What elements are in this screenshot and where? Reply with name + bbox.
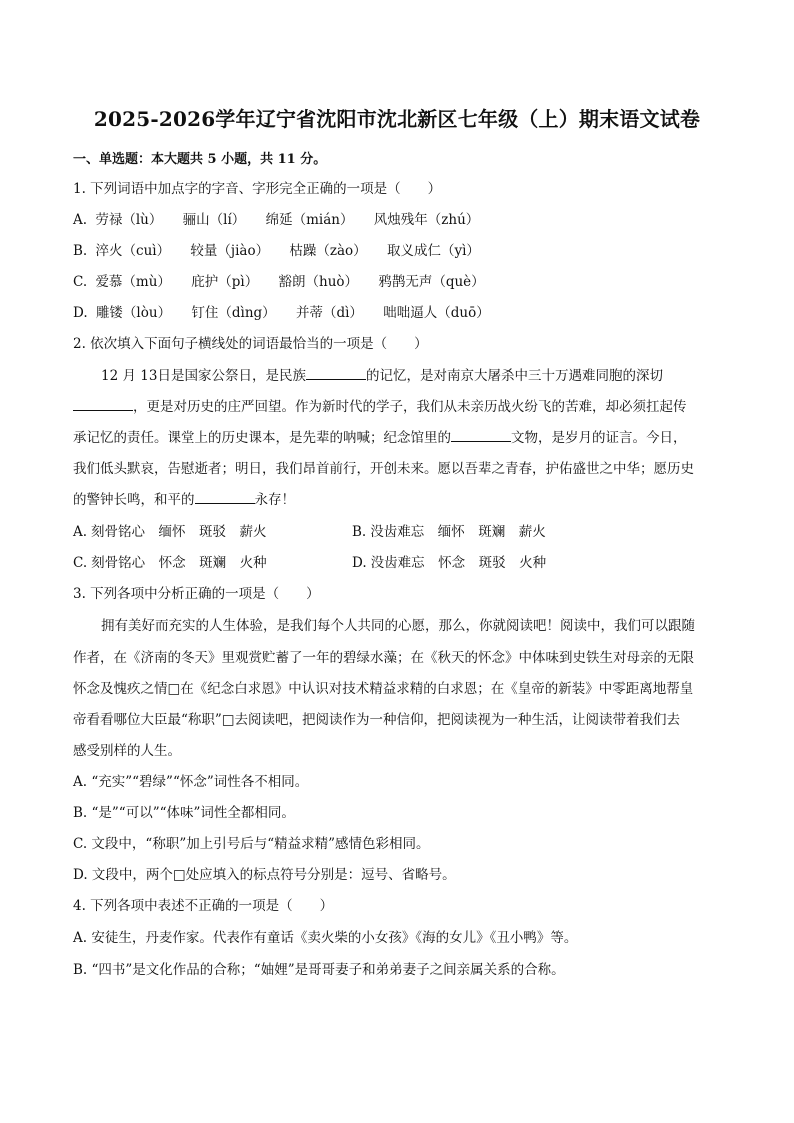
option-letter: B. xyxy=(73,243,88,259)
passage-text: 的警钟长鸣，和平的 xyxy=(73,492,195,508)
option-text: 刻骨铭心 怀念 斑斓 火种 xyxy=(91,555,267,571)
q2-option-a xyxy=(73,520,267,540)
q3-passage-line: 感受别样的人生。 xyxy=(73,743,181,759)
q3-option-c: C. 文段中，“称职”加上引号后与“精益求精”感情色彩相同。 xyxy=(73,836,430,852)
q3-passage-line: 拥有美好而充实的人生体验，是我们每个人共同的心愿，那么，你就阅读吧！阅读中，我们可以跟随 xyxy=(101,618,695,634)
fill-blank xyxy=(195,489,255,504)
q1-option-c xyxy=(73,270,501,290)
option-letter: D. xyxy=(73,305,88,321)
q2-passage-line xyxy=(73,488,295,508)
option-text: 刻骨铭心 缅怀 斑驳 薪火 xyxy=(91,524,267,540)
option-word: 鸦鹊无声（què） xyxy=(378,274,485,290)
fill-blank xyxy=(73,396,133,411)
q3-passage-line: 作者，在《济南的冬天》里观赏贮蓄了一年的碧绿水藻；在《秋天的怀念》中体味到史铁生对母亲的无限 xyxy=(73,650,694,666)
passage-text: 文物，是岁月的证言。今日， xyxy=(511,430,687,446)
q3-passage-line: 怀念及愧疚之情□在《纪念白求恩》中认识对技术精益求精的白求恩；在《皇帝的新装》中零距离地帮皇 xyxy=(73,681,694,697)
option-word: 风烛残年（zhú） xyxy=(373,212,480,228)
q4-option-b: B. “四书”是文化作品的合称；“妯娌”是哥哥妻子和弟弟妻子之间亲属关系的合称。 xyxy=(73,962,565,978)
q2-passage-line: 我们低头默哀，告慰逝者；明日，我们昂首前行，开创未来。愿以吾辈之青春，护佑盛世之中华；愿历史 xyxy=(73,461,694,477)
option-word: 雕镂（lòu） xyxy=(95,305,172,321)
passage-text: 承记忆的责任。课堂上的历史课本，是先辈的呐喊；纪念馆里的 xyxy=(73,430,451,446)
option-word: 淬火（cuì） xyxy=(95,243,171,259)
fill-blank xyxy=(451,427,511,442)
q1-option-b xyxy=(73,239,496,259)
option-word: 庇护（pì） xyxy=(191,274,259,290)
option-text: 没齿难忘 缅怀 斑斓 薪火 xyxy=(370,524,546,540)
q3-option-a: A. “充实”“碧绿”“怀念”词性各不相同。 xyxy=(73,774,309,790)
option-letter: A. xyxy=(73,524,88,540)
option-letter: D. xyxy=(352,555,367,571)
option-word: 豁朗（huò） xyxy=(278,274,359,290)
q3-option-d: D. 文段中，两个□处应填入的标点符号分别是：逗号、省略号。 xyxy=(73,867,456,883)
question-3-stem: 3. 下列各项中分析正确的一项是（ ） xyxy=(73,586,320,602)
question-2-stem: 2. 依次填入下面句子横线处的词语最恰当的一项是（ ） xyxy=(73,336,428,352)
option-text: 没齿难忘 怀念 斑驳 火种 xyxy=(370,555,547,571)
passage-text: 永存！ xyxy=(254,492,295,508)
option-word: 咄咄逼人（duō） xyxy=(383,305,490,321)
option-word: 较量（jiào） xyxy=(190,243,270,259)
option-word: 取义成仁（yì） xyxy=(386,243,480,259)
question-1-stem: 1. 下列词语中加点字的字音、字形完全正确的一项是（ ） xyxy=(73,181,442,197)
option-letter: A. xyxy=(73,212,88,228)
option-word: 绵延（mián） xyxy=(265,212,354,228)
q4-option-a: A. 安徒生，丹麦作家。代表作有童话《卖火柴的小女孩》《海的女儿》《丑小鸭》等。 xyxy=(73,930,578,946)
option-letter: C. xyxy=(73,274,88,290)
q2-option-d xyxy=(352,551,546,571)
option-word: 劳禄（lù） xyxy=(95,212,163,228)
section-heading: 一、单选题：本大题共 5 小题，共 11 分。 xyxy=(73,152,327,167)
option-letter: B. xyxy=(352,524,367,540)
option-word: 并蒂（dì） xyxy=(295,305,363,321)
passage-text: 的记忆，是对南京大屠杀中三十万遇难同胞的深切 xyxy=(365,368,663,384)
q2-passage-line xyxy=(73,395,687,415)
passage-text: 12 月 13日是国家公祭日，是民族 xyxy=(101,368,306,384)
q3-option-b: B. “是”“可以”“体味”词性全都相同。 xyxy=(73,805,295,821)
page-title: 2025-2026学年辽宁省沈阳市沈北新区七年级（上）期末语文试卷 xyxy=(93,107,701,131)
q2-option-b xyxy=(352,520,546,540)
option-word: 枯躁（zào） xyxy=(289,243,367,259)
option-letter: C. xyxy=(73,555,88,571)
option-word: 钉住（dìng） xyxy=(191,305,276,321)
q1-option-d xyxy=(73,301,506,321)
q2-passage-line xyxy=(73,426,687,446)
q2-option-c xyxy=(73,551,267,571)
question-4-stem: 4. 下列各项中表述不正确的一项是（ ） xyxy=(73,898,334,914)
fill-blank xyxy=(306,365,366,380)
passage-text: ，更是对历史的庄严回望。作为新时代的学子，我们从未亲历战火纷飞的苦难，却必须扛起传 xyxy=(133,399,687,415)
option-word: 爱慕（mù） xyxy=(95,274,171,290)
option-word: 骊山（lí） xyxy=(182,212,246,228)
q3-passage-line: 帝看看哪位大臣最“称职”□去阅读吧，把阅读作为一种信仰，把阅读视为一种生活，让阅读带着我们去 xyxy=(73,712,681,728)
q2-passage-line xyxy=(101,364,663,384)
q1-option-a xyxy=(73,208,495,228)
